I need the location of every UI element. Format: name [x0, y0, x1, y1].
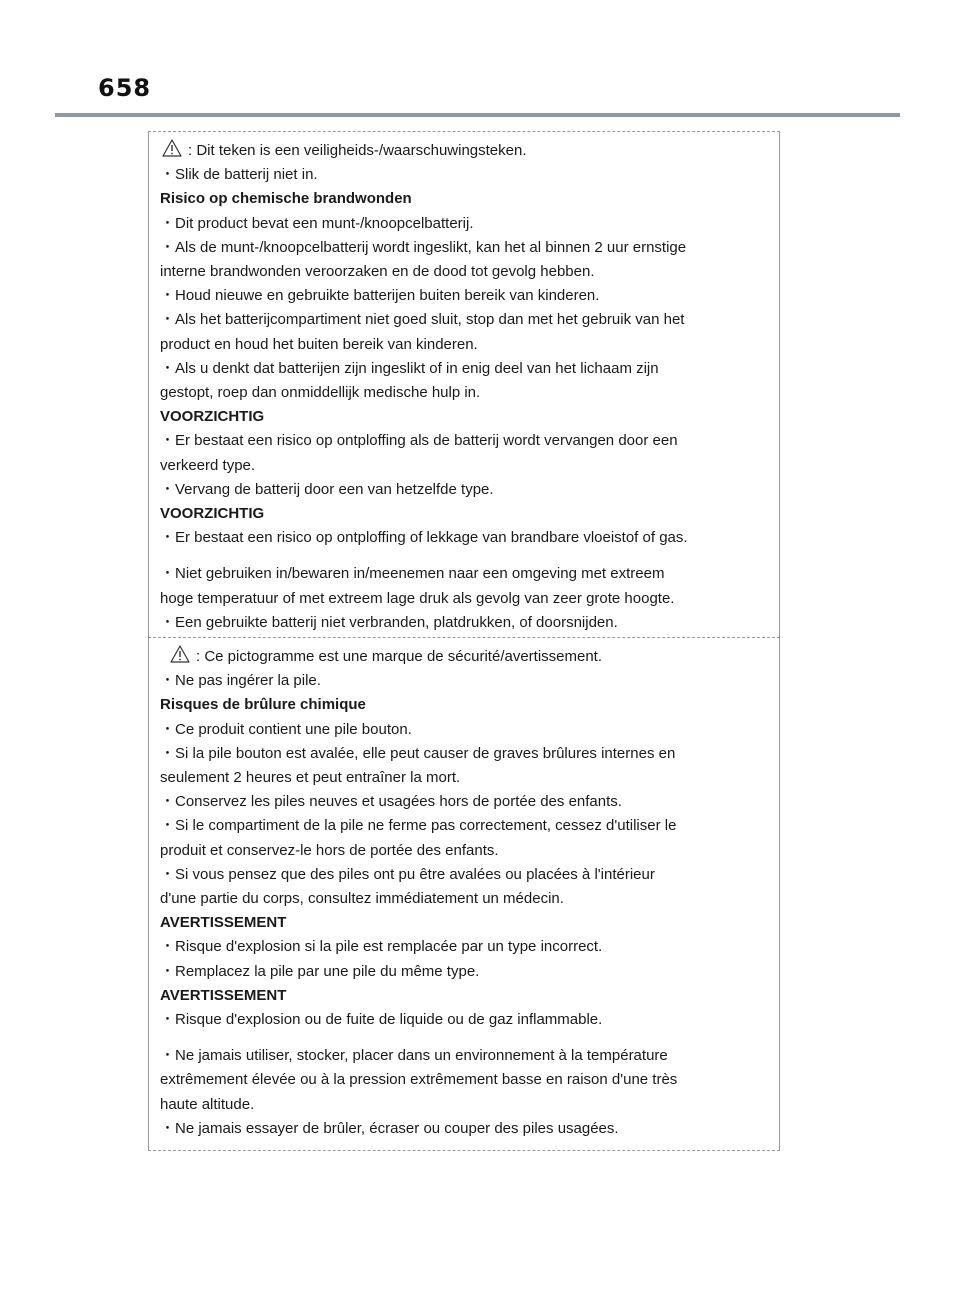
paragraph-spacer	[160, 550, 771, 562]
header-divider	[55, 113, 900, 117]
warning-box-dutch	[148, 131, 780, 638]
warning-triangle-icon	[162, 139, 182, 157]
warning-text-line: d'une partie du corps, consultez immédiatement un médecin.	[160, 890, 564, 908]
warning-text-line: ・Ce produit contient une pile bouton.	[160, 720, 412, 738]
warning-text-line: ・Niet gebruiken in/bewaren in/meenemen naar een omgeving met extreem	[160, 565, 665, 583]
warning-text-line: ・Er bestaat een risico op ontploffing als de batterij wordt vervangen door een	[160, 432, 678, 450]
warning-text-line: ・Ne pas ingérer la pile.	[160, 672, 321, 690]
warning-title-row	[162, 139, 771, 163]
warning-text-line: ・Als het batterijcompartiment niet goed sluit, stop dan met het gebruik van het	[160, 311, 685, 329]
warning-text-line: gestopt, roep dan onmiddellijk medische hulp in.	[160, 384, 481, 402]
warning-text-line: product en houd het buiten bereik van kinderen.	[160, 335, 478, 353]
warning-text-line: ・Als u denkt dat batterijen zijn ingeslikt of in enig deel van het lichaam zijn	[160, 359, 659, 377]
warning-text-line: ・Si la pile bouton est avalée, elle peut causer de graves brûlures internes en	[160, 744, 676, 762]
warning-text-line: ・Vervang de batterij door een van hetzelfde type.	[160, 480, 494, 498]
warning-text-line: ・Ne jamais essayer de brûler, écraser ou couper des piles usagées.	[160, 1119, 619, 1137]
warning-box-french	[148, 638, 780, 1151]
warning-text-line: extrêmement élevée ou à la pression extrêmement basse en raison d'une très	[160, 1071, 678, 1089]
warning-heading: AVERTISSEMENT	[160, 914, 287, 932]
warning-text-line: seulement 2 heures et peut entraîner la mort.	[160, 769, 461, 787]
warning-text-line: interne brandwonden veroorzaken en de dood tot gevolg hebben.	[160, 263, 595, 281]
warning-heading: VOORZICHTIG	[160, 505, 265, 523]
warning-heading: Risques de brûlure chimique	[160, 696, 366, 714]
warning-text-line: ・Er bestaat een risico op ontploffing of lekkage van brandbare vloeistof of gas.	[160, 529, 688, 547]
warning-title-row	[170, 645, 771, 669]
warning-text-line: produit et conservez-le hors de portée des enfants.	[160, 841, 499, 859]
warning-heading: VOORZICHTIG	[160, 408, 265, 426]
warning-text-line: ・Risque d'explosion si la pile est remplacée par un type incorrect.	[160, 938, 603, 956]
warning-heading: Risico op chemische brandwonden	[160, 190, 412, 208]
warning-heading: AVERTISSEMENT	[160, 986, 287, 1004]
warning-text-line: haute altitude.	[160, 1095, 255, 1113]
warning-text-line: ・Een gebruikte batterij niet verbranden, platdrukken, of doorsnijden.	[160, 613, 618, 631]
warning-lines	[160, 163, 771, 635]
warning-text-line: ・Si vous pensez que des piles ont pu être avalées ou placées à l'intérieur	[160, 865, 655, 883]
warning-text-line: ・Slik de batterij niet in.	[160, 166, 318, 184]
warning-text-line: ・Si le compartiment de la pile ne ferme pas correctement, cessez d'utiliser le	[160, 817, 677, 835]
warning-triangle-icon	[170, 645, 190, 663]
warning-lines	[160, 669, 771, 1141]
warning-title-text: : Dit teken is een veiligheids-/waarschuwingsteken.	[188, 142, 527, 159]
warning-text-line: verkeerd type.	[160, 456, 256, 474]
warning-text-line: hoge temperatuur of met extreem lage druk als gevolg van zeer grote hoogte.	[160, 589, 675, 607]
warning-title-text: : Ce pictogramme est une marque de sécurité/avertissement.	[196, 648, 603, 665]
warning-text-line: ・Houd nieuwe en gebruikte batterijen buiten bereik van kinderen.	[160, 287, 600, 305]
warning-text-line: ・Dit product bevat een munt-/knoopcelbatterij.	[160, 214, 474, 232]
warning-text-line: ・Ne jamais utiliser, stocker, placer dans un environnement à la température	[160, 1047, 668, 1065]
warning-text-line: ・Conservez les piles neuves et usagées hors de portée des enfants.	[160, 793, 622, 811]
warning-text-line: ・Risque d'explosion ou de fuite de liquide ou de gaz inflammable.	[160, 1011, 603, 1029]
page-number: 658	[98, 74, 152, 102]
paragraph-spacer	[160, 1032, 771, 1044]
warning-text-line: ・Als de munt-/knoopcelbatterij wordt ingeslikt, kan het al binnen 2 uur ernstige	[160, 238, 687, 256]
warning-text-line: ・Remplacez la pile par une pile du même type.	[160, 962, 480, 980]
